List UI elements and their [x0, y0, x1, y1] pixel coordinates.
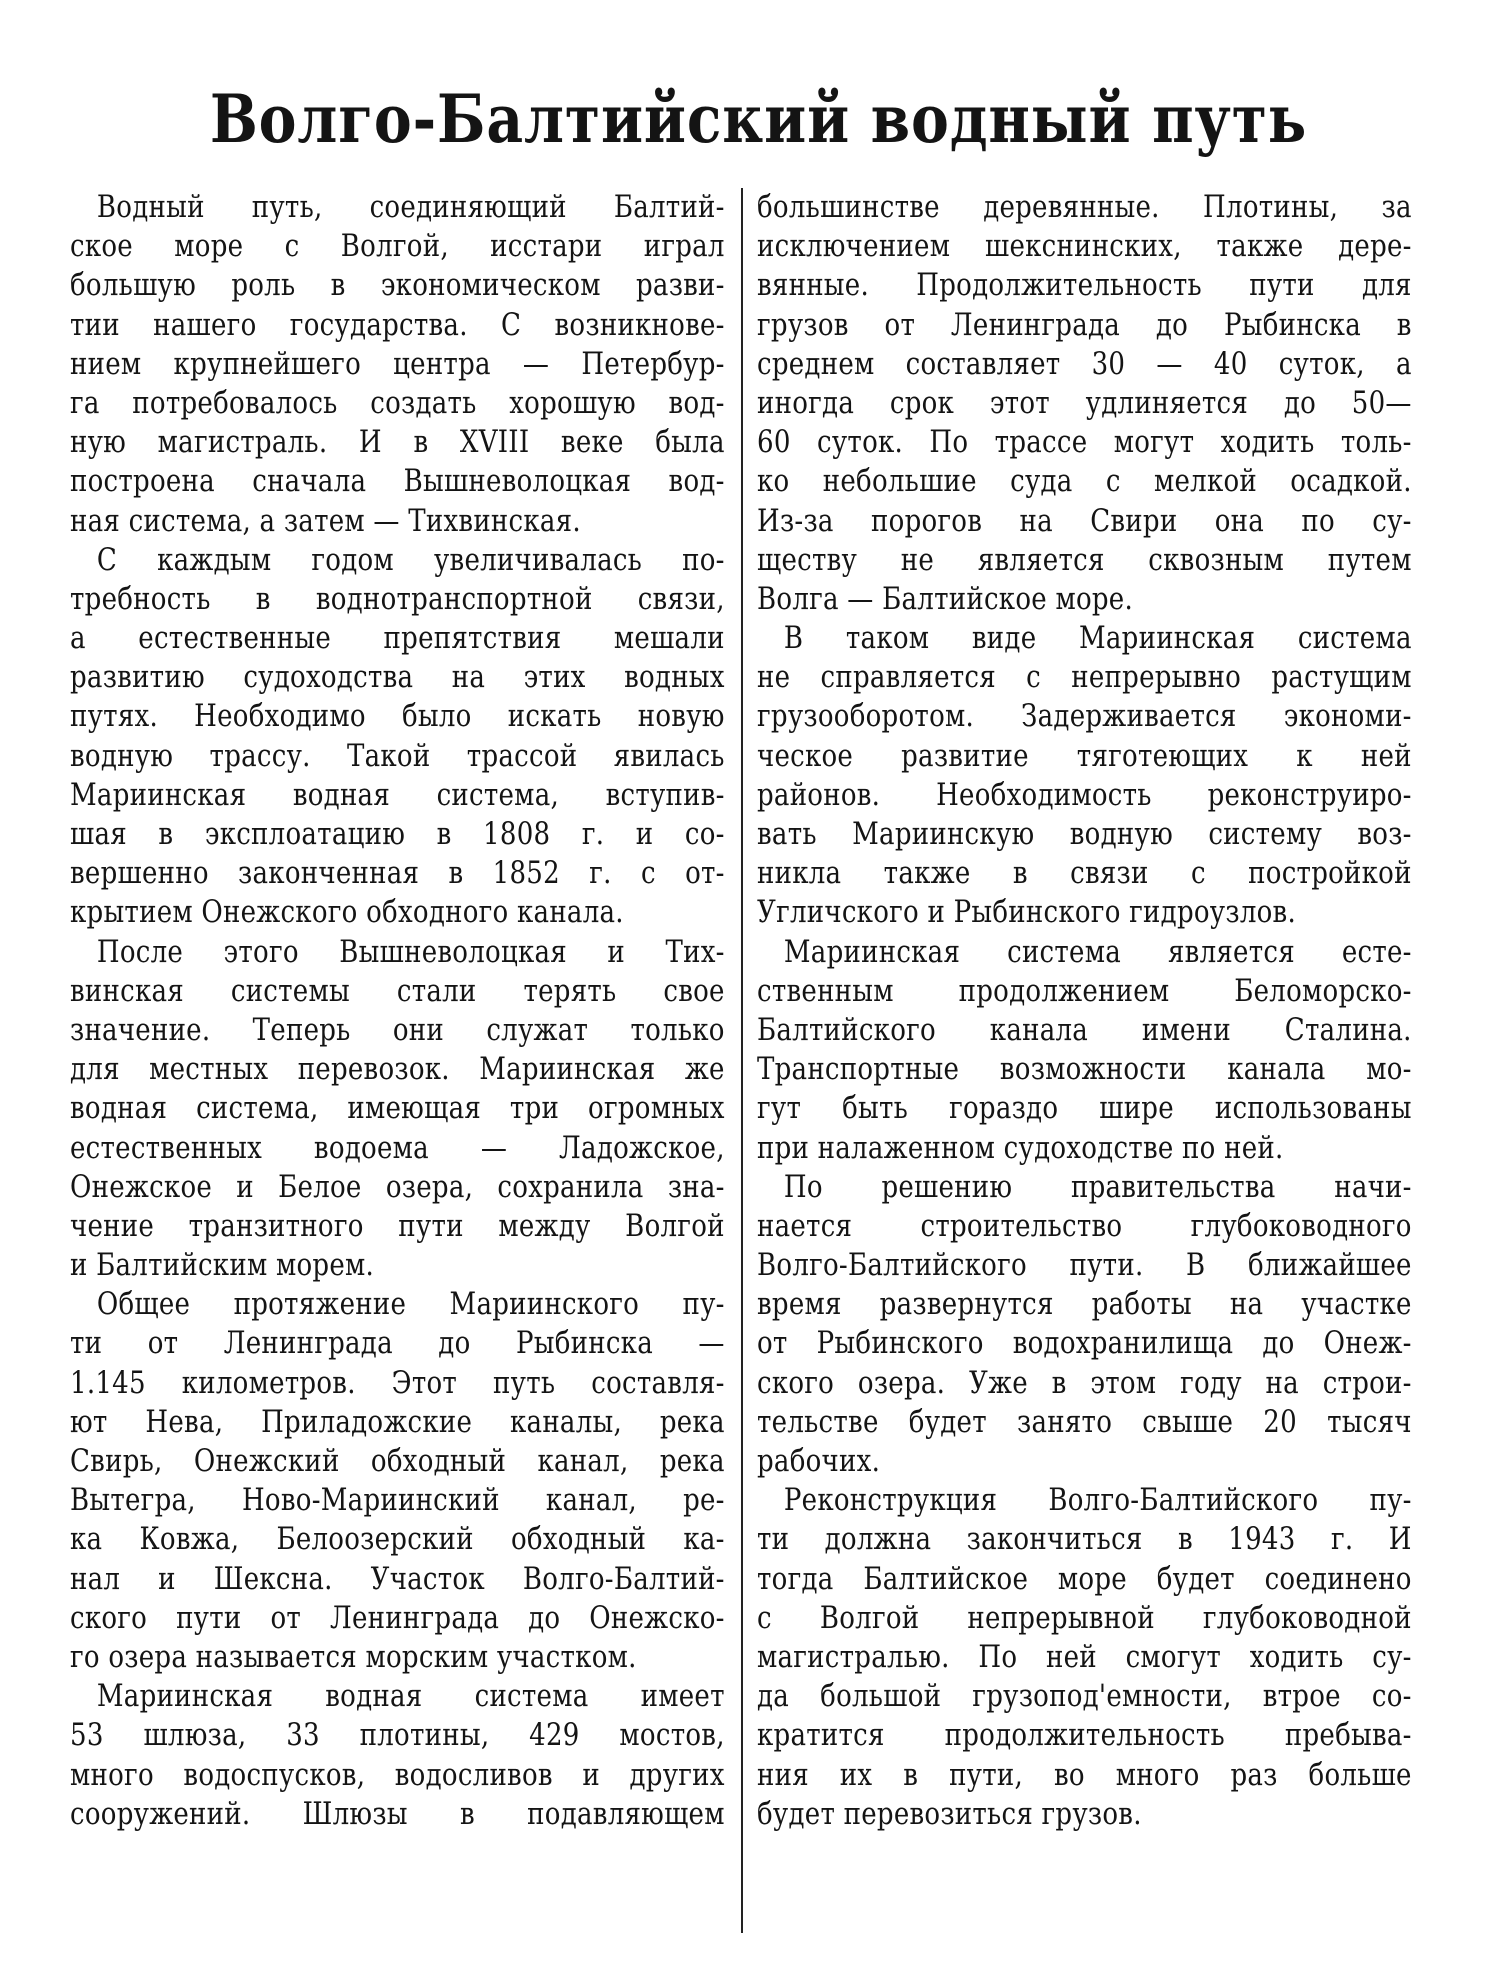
text-line: вершенно законченная в 1852 г. с от- [70, 855, 725, 892]
text-line: большинстве деревянные. Плотины, за [757, 189, 1412, 225]
text-line: Реконструкция Волго-Балтийского пу- [783, 1482, 1412, 1519]
text-line: ти от Ленинграда до Рыбинска — [70, 1325, 725, 1362]
text-line: 1.145 километров. Этот путь составля- [70, 1364, 725, 1401]
text-line: сооружений. Шлюзы в подавляющем [70, 1795, 725, 1832]
text-line: Водный путь, соединяющий Балтий- [96, 189, 725, 225]
text-line: тельстве будет занято свыше 20 тысяч [757, 1403, 1412, 1440]
text-line: Транспортные возможности канала мо- [757, 1051, 1412, 1088]
text-line: После этого Вышневолоцкая и Тих- [96, 933, 725, 970]
text-line: гут быть гораздо шире использованы [757, 1090, 1412, 1127]
text-line: вать Мариинскую водную систему воз- [757, 816, 1412, 852]
text-line: тии нашего государства. С возникнове- [70, 306, 725, 343]
text-line: ка Ковжа, Белоозерский обходный ка- [70, 1521, 725, 1558]
text-line: не справляется с непрерывно растущим [757, 659, 1412, 696]
text-line: Волга — Балтийское море. [757, 580, 1134, 617]
article-headline: Волго-Балтийский водный путь [209, 80, 1308, 158]
text-line: По решению правительства начи- [783, 1168, 1412, 1205]
text-line: га потребовалось создать хорошую вод- [70, 384, 725, 421]
text-line: никла также в связи с постройкой [757, 855, 1412, 892]
column-right [757, 188, 1412, 1933]
text-line: да большой грузопод'емности, втрое со- [757, 1678, 1412, 1715]
text-line: с Волгой непрерывной глубоководной [757, 1599, 1412, 1636]
text-line: среднем составляет 30 — 40 суток, а [757, 345, 1412, 382]
text-line: го озера называется морским участком. [70, 1638, 637, 1675]
text-line: иногда срок этот удлиняется до 50— [757, 384, 1412, 421]
text-line: ную магистраль. И в XVIII веке была [70, 424, 725, 461]
text-line: Свирь, Онежский обходный канал, река [70, 1443, 725, 1479]
text-line: ко небольшие суда с мелкой осадкой. [757, 463, 1412, 500]
text-line: а естественные препятствия мешали [70, 620, 725, 657]
text-line: грузов от Ленинграда до Рыбинска в [757, 306, 1412, 343]
text-line: Угличского и Рыбинского гидроузлов. [757, 894, 1296, 931]
text-line: и Балтийским морем. [70, 1247, 375, 1284]
text-line: ния их в пути, во много раз больше [757, 1756, 1412, 1793]
text-line: время развернутся работы на участке [757, 1286, 1412, 1323]
text-line: будет перевозиться грузов. [757, 1795, 1142, 1832]
text-line: значение. Теперь они служат только [70, 1011, 725, 1048]
text-line: нал и Шексна. Участок Волго-Балтий- [70, 1560, 725, 1597]
text-line: построена сначала Вышневолоцкая вод- [70, 463, 725, 500]
text-line: нается строительство глубоководного [757, 1207, 1412, 1244]
text-line: С каждым годом увеличивалась по- [96, 541, 725, 578]
article-body [70, 188, 1437, 1933]
text-line: В таком виде Мариинская система [783, 620, 1412, 657]
text-line: ского озера. Уже в этом году на строи- [757, 1364, 1412, 1401]
text-line: Балтийского канала имени Сталина. [757, 1011, 1412, 1048]
text-line: ти должна закончиться в 1943 г. И [757, 1521, 1412, 1558]
text-line: чение транзитного пути между Волгой [70, 1207, 725, 1244]
text-line: шая в эксплоатацию в 1808 г. и со- [70, 816, 725, 852]
text-line: кратится продолжительность пребыва- [757, 1717, 1412, 1754]
text-line: тогда Балтийское море будет соединено [757, 1560, 1412, 1597]
text-line: от Рыбинского водохранилища до Онеж- [757, 1325, 1412, 1362]
text-line: ское море с Волгой, исстари играл [70, 228, 725, 265]
text-line: естественных водоема — Ладожское, [70, 1129, 725, 1166]
text-line: водную трассу. Такой трассой явилась [70, 737, 725, 774]
text-line: рабочих. [757, 1443, 881, 1479]
text-line: винская системы стали терять свое [70, 972, 725, 1009]
text-line: ского пути от Ленинграда до Онежско- [70, 1599, 725, 1636]
text-line: вянные. Продолжительность пути для [757, 267, 1412, 304]
text-line: водная система, имеющая три огромных [70, 1090, 725, 1127]
text-line: 60 суток. По трассе могут ходить толь- [757, 424, 1412, 461]
text-line: Волго-Балтийского пути. В ближайшее [757, 1247, 1412, 1284]
column-divider [741, 188, 743, 1933]
text-line: развитию судоходства на этих водных [70, 659, 725, 696]
column-left [70, 188, 725, 1933]
text-line: много водоспусков, водосливов и других [70, 1756, 725, 1793]
text-line: ственным продолжением Беломорско- [757, 972, 1412, 1009]
text-line: Мариинская водная система имеет [96, 1678, 725, 1715]
text-line: районов. Необходимость реконструиро- [757, 776, 1412, 813]
text-line: Из-за порогов на Свири она по су- [757, 502, 1412, 539]
text-line: ют Нева, Приладожские каналы, река [70, 1403, 725, 1440]
text-line: исключением шекснинских, также дере- [757, 228, 1412, 265]
text-line: большую роль в экономическом разви- [70, 267, 725, 304]
text-line: Мариинская водная система, вступив- [70, 776, 725, 813]
text-line: грузооборотом. Задерживается экономи- [757, 698, 1412, 735]
text-line: Общее протяжение Мариинского пу- [96, 1286, 725, 1323]
text-line: Онежское и Белое озера, сохранила зна- [70, 1168, 725, 1205]
text-line: крытием Онежского обходного канала. [70, 894, 624, 931]
text-line: ческое развитие тяготеющих к ней [757, 737, 1412, 774]
text-line: 53 шлюза, 33 плотины, 429 мостов, [70, 1717, 725, 1754]
text-line: нием крупнейшего центра — Петербур- [70, 345, 725, 382]
text-line: при налаженном судоходстве по ней. [757, 1129, 1284, 1166]
text-line: требность в воднотранспортной связи, [70, 580, 725, 617]
text-line: ная система, а затем — Тихвинская. [70, 502, 581, 539]
text-line: Вытегра, Ново-Мариинский канал, ре- [70, 1482, 725, 1519]
text-line: путях. Необходимо было искать новую [70, 698, 725, 735]
text-line: магистралью. По ней смогут ходить су- [757, 1638, 1412, 1675]
text-line: ществу не является сквозным путем [757, 541, 1412, 578]
text-line: для местных перевозок. Мариинская же [70, 1051, 725, 1088]
text-line: Мариинская система является есте- [783, 933, 1412, 970]
